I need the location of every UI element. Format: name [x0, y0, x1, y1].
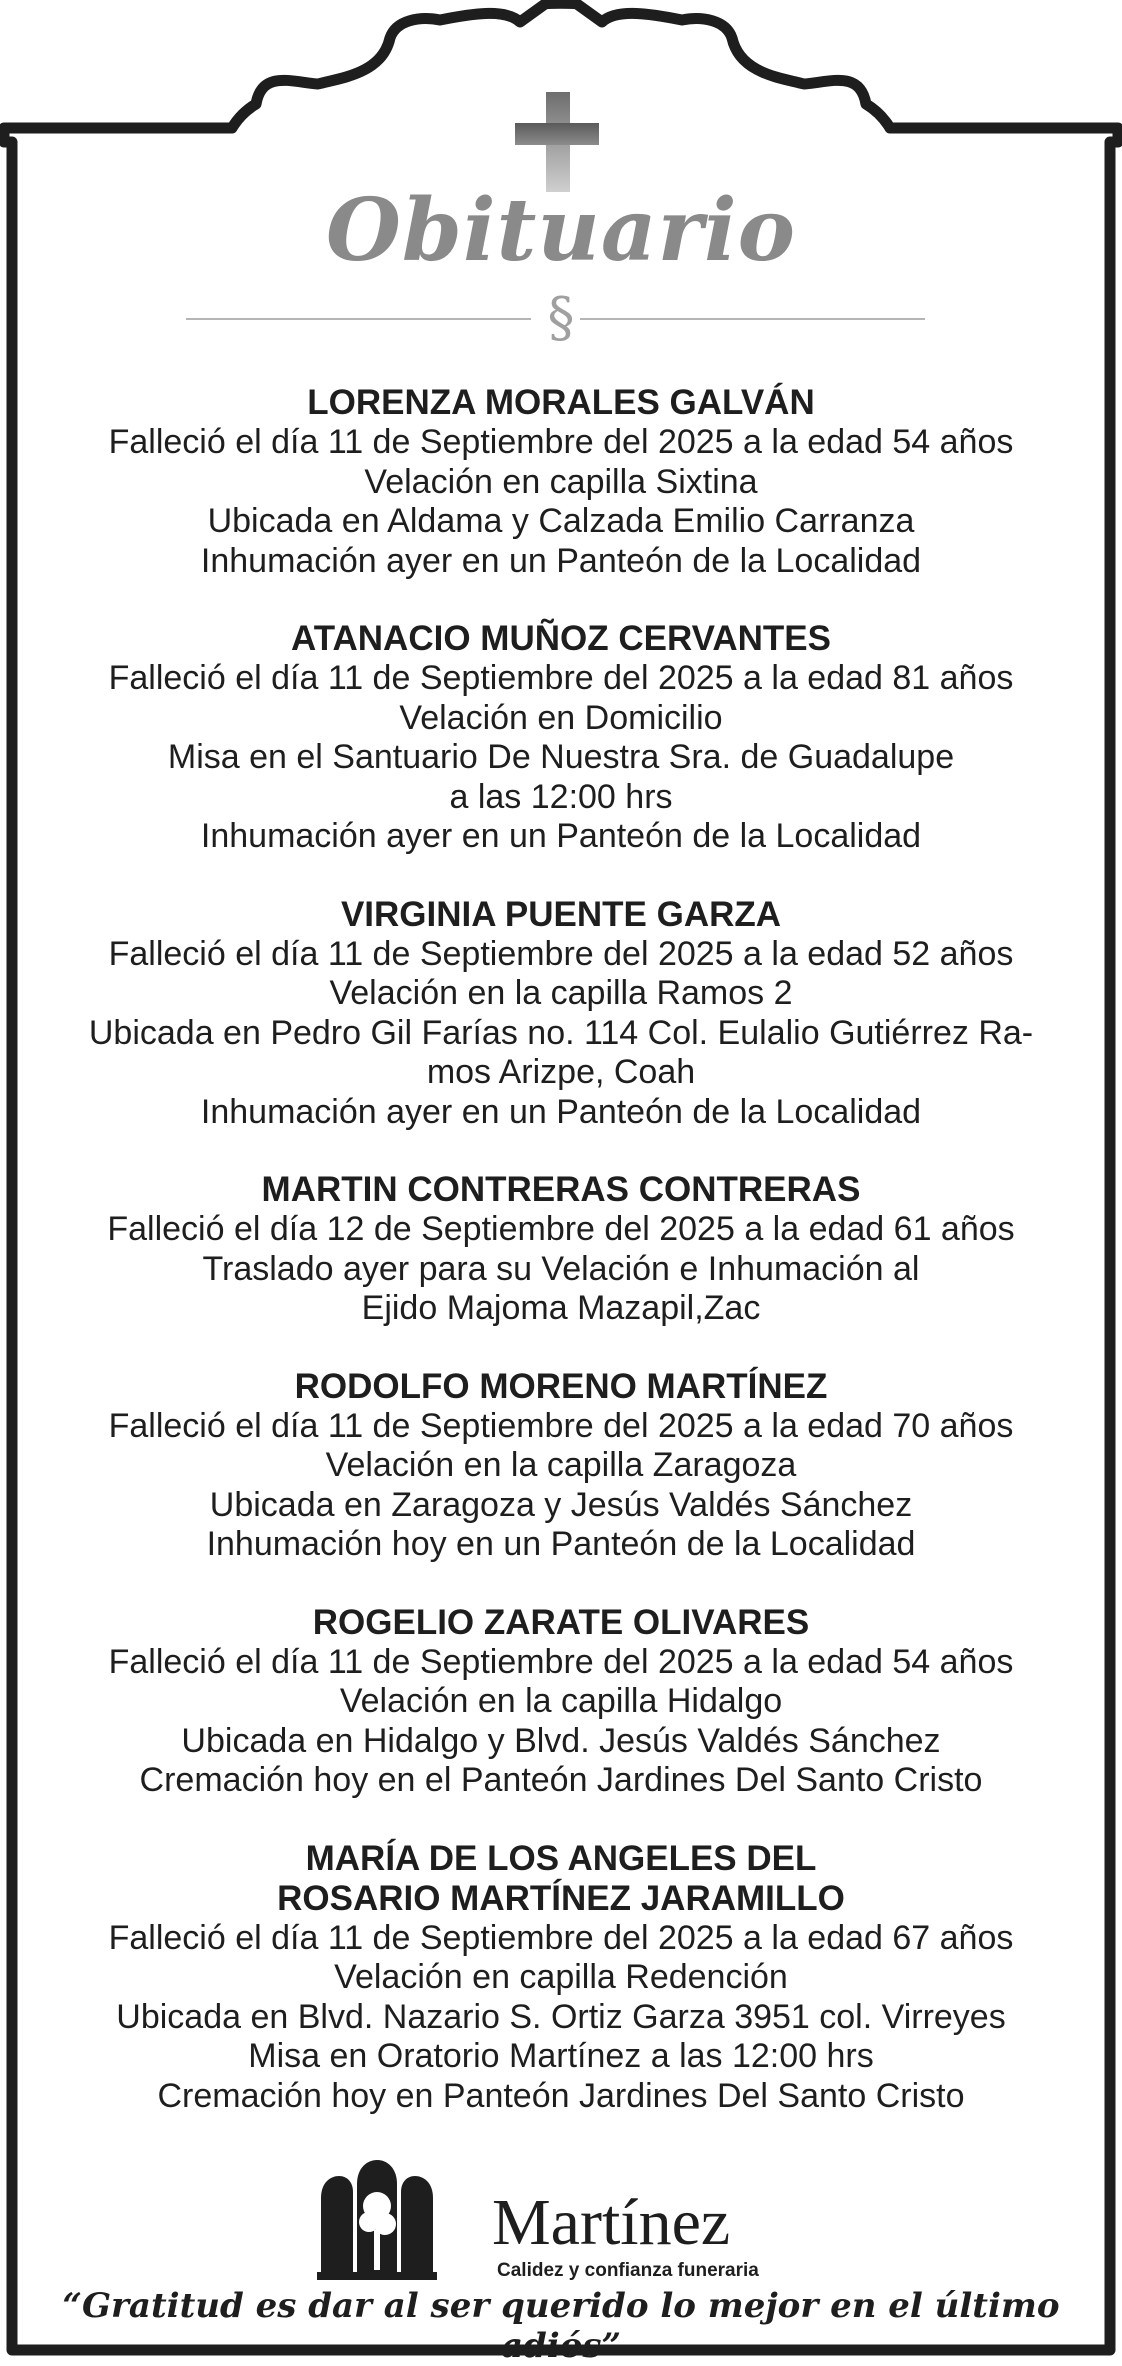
obituary-entry	[50, 1839, 1072, 2117]
obituary-detail-line: Velación en la capilla Ramos 2	[329, 974, 793, 1012]
obituary-entry	[50, 1603, 1072, 1801]
obituary-detail-line: Inhumación ayer en un Panteón de la Localidad	[200, 541, 922, 580]
obituary-list	[50, 383, 1072, 2154]
section-ornament-icon: §	[547, 286, 575, 349]
obituary-detail-line: Cremación hoy en el Panteón Jardines Del Santo Cristo	[139, 1761, 983, 1799]
obituary-detail-line: Inhumación ayer en un Panteón de la Localidad	[200, 1092, 922, 1131]
obituary-detail-line: a las 12:00 hrs	[449, 777, 673, 816]
page-title: Obituario	[325, 180, 797, 281]
obituary-detail-line: Ubicada en Blvd. Nazario S. Ortiz Garza 3951 col. Virreyes	[116, 1997, 1006, 2036]
cross-icon	[515, 92, 599, 176]
obituary-entry	[50, 383, 1072, 581]
obituary-detail-line: Misa en el Santuario De Nuestra Sra. de Guadalupe	[167, 738, 955, 776]
obituary-detail-line: Misa en Oratorio Martínez a las 12:00 hrs	[248, 2037, 874, 2075]
deceased-name: MARTIN CONTRERAS CONTRERAS	[261, 1170, 861, 1209]
obituary-entry	[50, 1170, 1072, 1329]
obituary-detail-line: Velación en Domicilio	[399, 698, 723, 737]
obituary-detail-line: Falleció el día 12 de Septiembre del 2025 a la edad 61 años	[107, 1210, 1015, 1248]
obituary-detail-line: Traslado ayer para su Velación e Inhumación al	[202, 1249, 920, 1288]
obituary-detail-line: Falleció el día 11 de Septiembre del 2025 a la edad 54 años	[108, 423, 1014, 461]
obituary-detail-line: Ubicada en Aldama y Calzada Emilio Carranza	[207, 502, 915, 540]
brand-name: Martínez	[492, 2186, 731, 2259]
deceased-name: MARÍA DE LOS ANGELES DEL	[305, 1838, 817, 1878]
deceased-name: ROGELIO ZARATE OLIVARES	[312, 1602, 810, 1642]
obituary-detail-line: Falleció el día 11 de Septiembre del 2025 a la edad 67 años	[108, 1918, 1014, 1957]
deceased-name: ATANACIO MUÑOZ CERVANTES	[291, 619, 831, 658]
obituary-detail-line: Ejido Majoma Mazapil,Zac	[361, 1289, 761, 1327]
obituary-detail-line: Falleció el día 11 de Septiembre del 2025 a la edad 70 años	[108, 1406, 1014, 1445]
deceased-name: RODOLFO MORENO MARTÍNEZ	[294, 1366, 828, 1406]
obituary-detail-line: Cremación hoy en Panteón Jardines Del Santo Cristo	[157, 2076, 965, 2115]
obituary-detail-line: Inhumación hoy en un Panteón de la Localidad	[206, 1525, 916, 1563]
deceased-name: ROSARIO MARTÍNEZ JARAMILLO	[277, 1878, 845, 1918]
divider-right	[580, 318, 925, 320]
obituary-detail-line: Velación en capilla Sixtina	[364, 462, 758, 501]
obituary-detail-line: Falleció el día 11 de Septiembre del 2025 a la edad 52 años	[108, 934, 1014, 973]
obituary-detail-line: Velación en la capilla Hidalgo	[339, 1682, 783, 1720]
obituary-entry	[50, 619, 1072, 857]
obituary-detail-line: Falleció el día 11 de Septiembre del 2025 a la edad 81 años	[108, 659, 1014, 697]
obituary-detail-line: Velación en la capilla Zaragoza	[325, 1446, 797, 1484]
obituary-detail-line: Ubicada en Zaragoza y Jesús Valdés Sánchez	[209, 1485, 913, 1524]
deceased-name: VIRGINIA PUENTE GARZA	[340, 894, 782, 934]
divider-left	[186, 318, 531, 320]
closing-quote: “Gratitud es dar al ser querido lo mejor en el último adiós”	[62, 2286, 1060, 2366]
brand-tagline: Calidez y confianza funeraria	[497, 2260, 759, 2281]
funeral-home-logo-icon	[317, 2158, 437, 2280]
obituary-detail-line: mos Arizpe, Coah	[426, 1053, 696, 1091]
obituary-detail-line: Inhumación ayer en un Panteón de la Localidad	[200, 817, 922, 855]
obituary-entry	[50, 895, 1072, 1133]
obituary-detail-line: Falleció el día 11 de Septiembre del 2025 a la edad 54 años	[108, 1642, 1014, 1681]
obituary-entry	[50, 1367, 1072, 1565]
obituary-detail-line: Velación en capilla Redención	[334, 1958, 788, 1996]
obituary-detail-line: Ubicada en Hidalgo y Blvd. Jesús Valdés Sánchez	[181, 1721, 941, 1760]
deceased-name: LORENZA MORALES GALVÁN	[307, 383, 815, 422]
obituary-detail-line: Ubicada en Pedro Gil Farías no. 114 Col. Eulalio Gutiérrez Ra-	[88, 1013, 1034, 1052]
